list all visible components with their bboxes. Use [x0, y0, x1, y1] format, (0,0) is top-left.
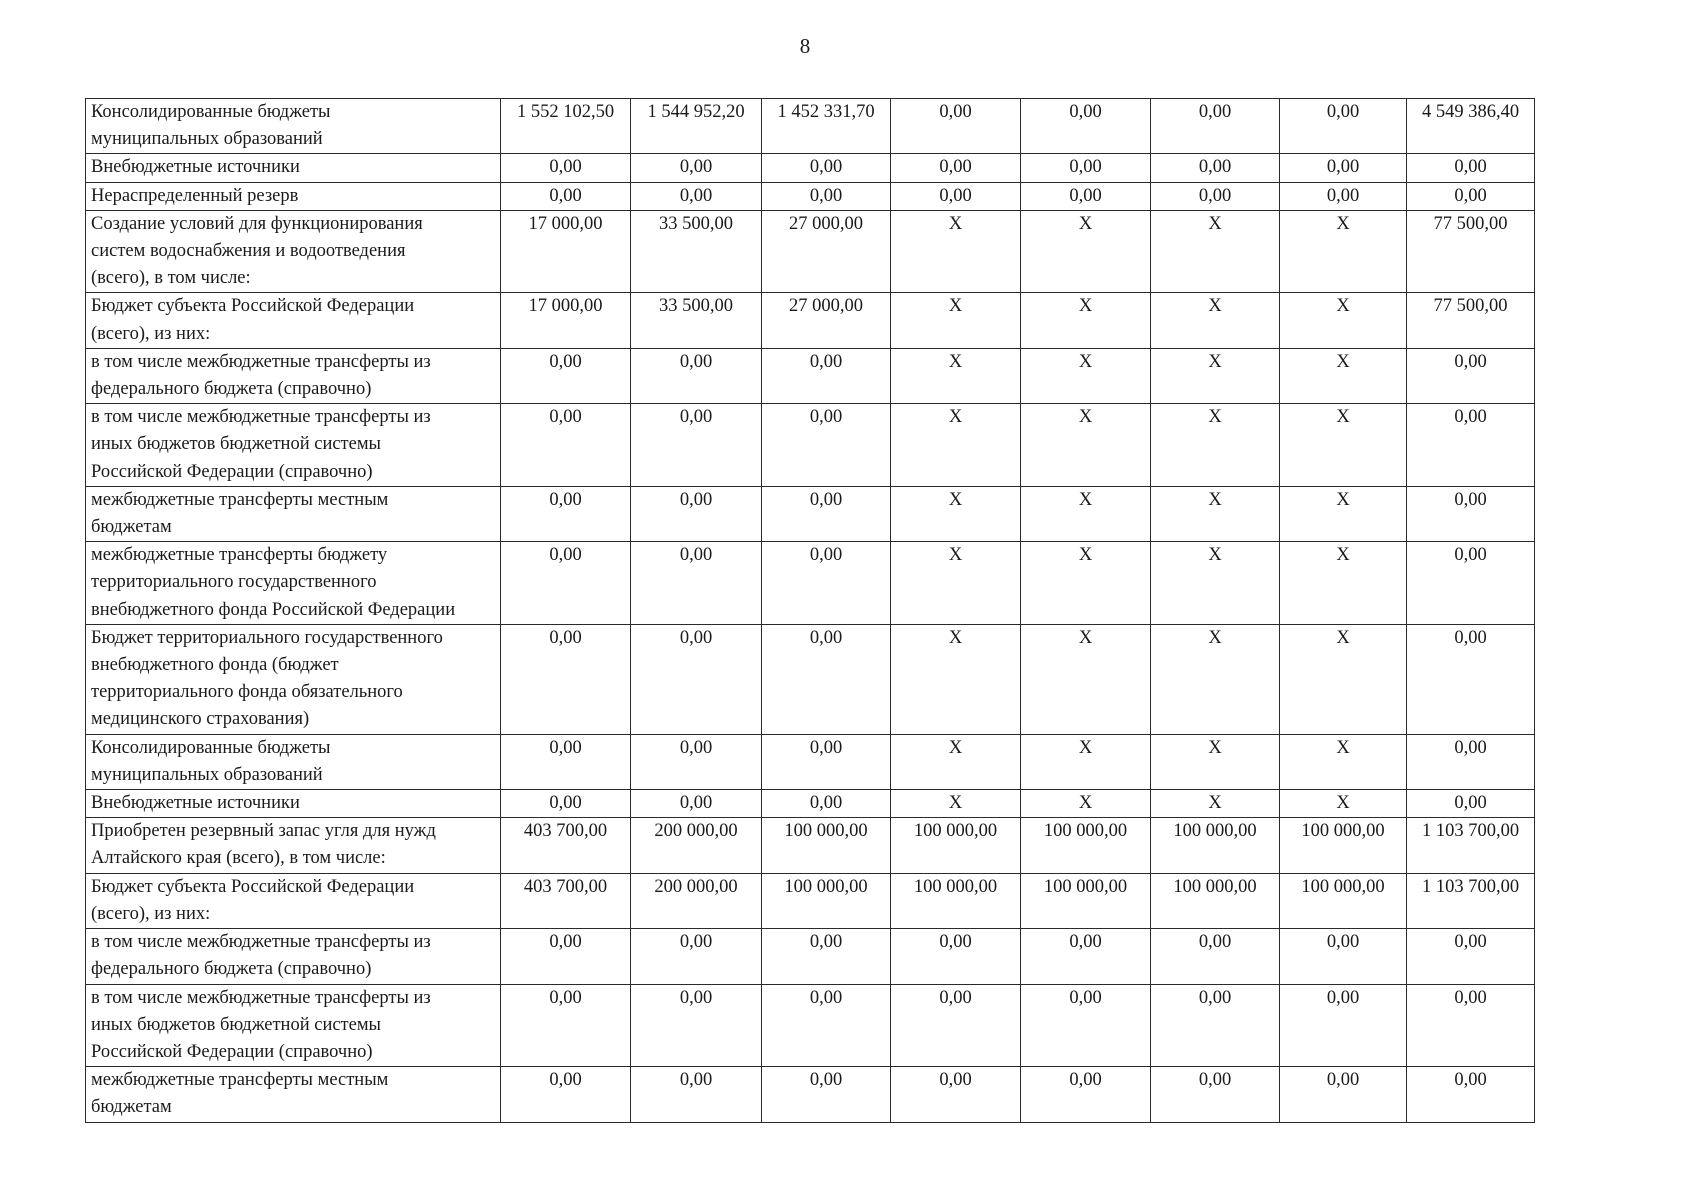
value-cell: 0,00: [1407, 929, 1535, 984]
value-cell: X: [1151, 348, 1280, 403]
value-cell: X: [891, 210, 1021, 293]
value-cell: 0,00: [631, 542, 762, 625]
value-cell: 0,00: [501, 624, 631, 734]
value-cell: 33 500,00: [631, 293, 762, 348]
value-cell: 0,00: [631, 984, 762, 1067]
value-cell: 0,00: [501, 404, 631, 487]
table-row: [86, 624, 1535, 734]
row-label-cell: [86, 542, 501, 625]
value-cell: 0,00: [501, 929, 631, 984]
value-cell: X: [1280, 734, 1407, 789]
value-cell: X: [891, 542, 1021, 625]
value-cell: 0,00: [1021, 929, 1151, 984]
value-cell: 0,00: [501, 734, 631, 789]
value-cell: 0,00: [631, 734, 762, 789]
value-cell: 0,00: [1407, 348, 1535, 403]
value-cell: X: [1021, 348, 1151, 403]
table-row: [86, 404, 1535, 487]
value-cell: X: [1151, 734, 1280, 789]
value-cell: 100 000,00: [762, 873, 891, 928]
value-cell: X: [1280, 404, 1407, 487]
row-label-line: (всего), в том числе:: [91, 268, 251, 289]
value-cell: X: [1280, 293, 1407, 348]
value-cell: 27 000,00: [762, 210, 891, 293]
value-cell: 0,00: [501, 348, 631, 403]
value-cell: 1 103 700,00: [1407, 873, 1535, 928]
value-cell: X: [891, 348, 1021, 403]
table-row: [86, 210, 1535, 293]
table-row: [86, 154, 1535, 182]
value-cell: 0,00: [631, 1067, 762, 1122]
row-label-line: иных бюджетов бюджетной системы: [91, 434, 381, 455]
value-cell: 0,00: [762, 182, 891, 210]
value-cell: 17 000,00: [501, 293, 631, 348]
value-cell: 0,00: [762, 486, 891, 541]
row-label-line: (всего), из них:: [91, 323, 211, 344]
value-cell: 0,00: [1407, 1067, 1535, 1122]
row-label-cell: [86, 929, 501, 984]
value-cell: X: [1280, 210, 1407, 293]
value-cell: X: [1021, 624, 1151, 734]
value-cell: 0,00: [1151, 182, 1280, 210]
value-cell: X: [1151, 790, 1280, 818]
row-label-line: иных бюджетов бюджетной системы: [91, 1014, 381, 1035]
value-cell: X: [891, 404, 1021, 487]
table-row: [86, 486, 1535, 541]
row-label-line: Бюджет субъекта Российской Федерации: [91, 876, 415, 897]
row-label-cell: [86, 873, 501, 928]
value-cell: 0,00: [762, 790, 891, 818]
value-cell: 0,00: [1021, 984, 1151, 1067]
value-cell: 17 000,00: [501, 210, 631, 293]
value-cell: X: [891, 624, 1021, 734]
row-label-line: муниципальных образований: [91, 764, 323, 785]
value-cell: 27 000,00: [762, 293, 891, 348]
row-label-cell: [86, 348, 501, 403]
value-cell: X: [1021, 790, 1151, 818]
value-cell: 0,00: [762, 404, 891, 487]
value-cell: 100 000,00: [1021, 818, 1151, 873]
table-row: [86, 348, 1535, 403]
value-cell: X: [891, 790, 1021, 818]
value-cell: 0,00: [1280, 984, 1407, 1067]
value-cell: X: [1151, 486, 1280, 541]
row-label-cell: [86, 624, 501, 734]
value-cell: 0,00: [762, 154, 891, 182]
value-cell: X: [1021, 542, 1151, 625]
row-label-line: Консолидированные бюджеты: [91, 102, 331, 122]
value-cell: 403 700,00: [501, 873, 631, 928]
row-label-line: межбюджетные трансферты местным: [91, 489, 389, 510]
row-label-line: в том числе межбюджетные трансферты из: [91, 932, 431, 953]
value-cell: 403 700,00: [501, 818, 631, 873]
row-label-line: систем водоснабжения и водоотведения: [91, 241, 406, 262]
value-cell: 100 000,00: [762, 818, 891, 873]
value-cell: 0,00: [762, 1067, 891, 1122]
value-cell: X: [1021, 210, 1151, 293]
value-cell: 0,00: [1280, 182, 1407, 210]
value-cell: 1 103 700,00: [1407, 818, 1535, 873]
value-cell: 0,00: [631, 182, 762, 210]
row-label-cell: [86, 790, 501, 818]
value-cell: 0,00: [1407, 404, 1535, 487]
value-cell: 0,00: [1151, 99, 1280, 154]
row-label-cell: [86, 99, 501, 154]
row-label-cell: [86, 293, 501, 348]
table-row: [86, 818, 1535, 873]
value-cell: 4 549 386,40: [1407, 99, 1535, 154]
table-row: [86, 734, 1535, 789]
row-label-cell: [86, 182, 501, 210]
row-label-line: в том числе межбюджетные трансферты из: [91, 351, 431, 372]
row-label-line: межбюджетные трансферты бюджету: [91, 545, 388, 566]
value-cell: 0,00: [501, 790, 631, 818]
value-cell: X: [1151, 210, 1280, 293]
value-cell: 100 000,00: [891, 818, 1021, 873]
value-cell: 0,00: [1021, 182, 1151, 210]
value-cell: 0,00: [1407, 182, 1535, 210]
row-label-line: внебюджетного фонда (бюджет: [91, 655, 339, 676]
value-cell: 0,00: [1151, 984, 1280, 1067]
value-cell: 0,00: [762, 734, 891, 789]
row-label-line: Российской Федерации (справочно): [91, 1041, 373, 1062]
row-label-line: федерального бюджета (справочно): [91, 959, 372, 980]
value-cell: 0,00: [762, 624, 891, 734]
row-label-cell: [86, 404, 501, 487]
row-label-line: медицинского страхования): [91, 709, 310, 730]
row-label-cell: [86, 154, 501, 182]
value-cell: 0,00: [891, 154, 1021, 182]
value-cell: 33 500,00: [631, 210, 762, 293]
value-cell: 0,00: [501, 486, 631, 541]
value-cell: 0,00: [762, 984, 891, 1067]
value-cell: 0,00: [501, 154, 631, 182]
row-label-line: Российской Федерации (справочно): [91, 461, 373, 482]
value-cell: 0,00: [1021, 99, 1151, 154]
table-row: [86, 99, 1535, 154]
value-cell: X: [1280, 624, 1407, 734]
value-cell: X: [891, 486, 1021, 541]
value-cell: X: [1151, 624, 1280, 734]
value-cell: 0,00: [762, 542, 891, 625]
value-cell: 0,00: [631, 790, 762, 818]
value-cell: 0,00: [631, 348, 762, 403]
value-cell: 0,00: [1407, 486, 1535, 541]
value-cell: 0,00: [1407, 984, 1535, 1067]
row-label-line: Консолидированные бюджеты: [91, 737, 331, 758]
table-row: [86, 790, 1535, 818]
value-cell: 77 500,00: [1407, 293, 1535, 348]
value-cell: X: [1021, 293, 1151, 348]
value-cell: 100 000,00: [891, 873, 1021, 928]
row-label-cell: [86, 818, 501, 873]
row-label-cell: [86, 984, 501, 1067]
value-cell: 100 000,00: [1151, 873, 1280, 928]
value-cell: 0,00: [891, 1067, 1021, 1122]
table-row: [86, 929, 1535, 984]
value-cell: 100 000,00: [1280, 873, 1407, 928]
value-cell: 0,00: [891, 984, 1021, 1067]
value-cell: 200 000,00: [631, 818, 762, 873]
budget-table: [85, 98, 1535, 1123]
value-cell: X: [1280, 348, 1407, 403]
row-label-line: Алтайского края (всего), в том числе:: [91, 848, 386, 869]
value-cell: 100 000,00: [1151, 818, 1280, 873]
value-cell: 0,00: [1407, 542, 1535, 625]
value-cell: 0,00: [1151, 154, 1280, 182]
value-cell: X: [1151, 542, 1280, 625]
value-cell: 0,00: [762, 348, 891, 403]
value-cell: X: [1151, 404, 1280, 487]
value-cell: 0,00: [1280, 99, 1407, 154]
row-label-cell: [86, 1067, 501, 1122]
value-cell: 0,00: [1151, 1067, 1280, 1122]
row-label-line: в том числе межбюджетные трансферты из: [91, 987, 431, 1008]
row-label-line: Бюджет субъекта Российской Федерации: [91, 296, 415, 317]
value-cell: X: [1280, 486, 1407, 541]
value-cell: 0,00: [762, 929, 891, 984]
value-cell: 0,00: [631, 486, 762, 541]
table-row: [86, 542, 1535, 625]
row-label-cell: [86, 210, 501, 293]
value-cell: 0,00: [631, 929, 762, 984]
row-label-line: внебюджетного фонда Российской Федерации: [91, 599, 456, 620]
value-cell: X: [1021, 734, 1151, 789]
value-cell: 0,00: [1021, 1067, 1151, 1122]
value-cell: 0,00: [501, 542, 631, 625]
table-row: [86, 873, 1535, 928]
value-cell: 0,00: [1151, 929, 1280, 984]
row-label-line: (всего), из них:: [91, 903, 211, 924]
row-label-line: территориального государственного: [91, 572, 377, 593]
table-row: [86, 293, 1535, 348]
row-label-line: Создание условий для функционирования: [91, 213, 423, 234]
row-label-line: муниципальных образований: [91, 129, 323, 150]
row-label-line: территориального фонда обязательного: [91, 682, 403, 703]
value-cell: X: [1021, 404, 1151, 487]
value-cell: 1 452 331,70: [762, 99, 891, 154]
table-body: [86, 99, 1535, 1123]
row-label-cell: [86, 486, 501, 541]
table-row: [86, 984, 1535, 1067]
value-cell: 0,00: [1021, 154, 1151, 182]
row-label-line: Нераспределенный резерв: [91, 185, 299, 206]
row-label-cell: [86, 734, 501, 789]
value-cell: 0,00: [1280, 1067, 1407, 1122]
value-cell: 77 500,00: [1407, 210, 1535, 293]
row-label-line: бюджетам: [91, 1097, 172, 1118]
value-cell: 0,00: [1407, 154, 1535, 182]
value-cell: 0,00: [1407, 790, 1535, 818]
value-cell: 200 000,00: [631, 873, 762, 928]
value-cell: 0,00: [631, 404, 762, 487]
value-cell: 100 000,00: [1021, 873, 1151, 928]
row-label-line: Внебюджетные источники: [91, 157, 300, 178]
value-cell: 0,00: [1280, 154, 1407, 182]
value-cell: 0,00: [1407, 734, 1535, 789]
row-label-line: Бюджет территориального государственного: [91, 627, 443, 648]
value-cell: 1 544 952,20: [631, 99, 762, 154]
value-cell: 0,00: [891, 929, 1021, 984]
value-cell: X: [891, 293, 1021, 348]
value-cell: 0,00: [501, 984, 631, 1067]
value-cell: 1 552 102,50: [501, 99, 631, 154]
row-label-line: бюджетам: [91, 517, 172, 538]
value-cell: 100 000,00: [1280, 818, 1407, 873]
table-row: [86, 1067, 1535, 1122]
value-cell: 0,00: [501, 1067, 631, 1122]
page-number: 8: [799, 34, 811, 58]
value-cell: X: [1021, 486, 1151, 541]
row-label-line: межбюджетные трансферты местным: [91, 1070, 389, 1091]
value-cell: X: [1280, 790, 1407, 818]
value-cell: X: [891, 734, 1021, 789]
row-label-line: федерального бюджета (справочно): [91, 379, 372, 400]
row-label-line: Внебюджетные источники: [91, 793, 300, 814]
value-cell: 0,00: [1407, 624, 1535, 734]
value-cell: 0,00: [891, 99, 1021, 154]
value-cell: 0,00: [631, 624, 762, 734]
value-cell: X: [1151, 293, 1280, 348]
value-cell: 0,00: [631, 154, 762, 182]
value-cell: 0,00: [1280, 929, 1407, 984]
row-label-line: Приобретен резервный запас угля для нужд: [91, 821, 436, 842]
value-cell: 0,00: [891, 182, 1021, 210]
value-cell: X: [1280, 542, 1407, 625]
row-label-line: в том числе межбюджетные трансферты из: [91, 407, 431, 428]
table-row: [86, 182, 1535, 210]
value-cell: 0,00: [501, 182, 631, 210]
